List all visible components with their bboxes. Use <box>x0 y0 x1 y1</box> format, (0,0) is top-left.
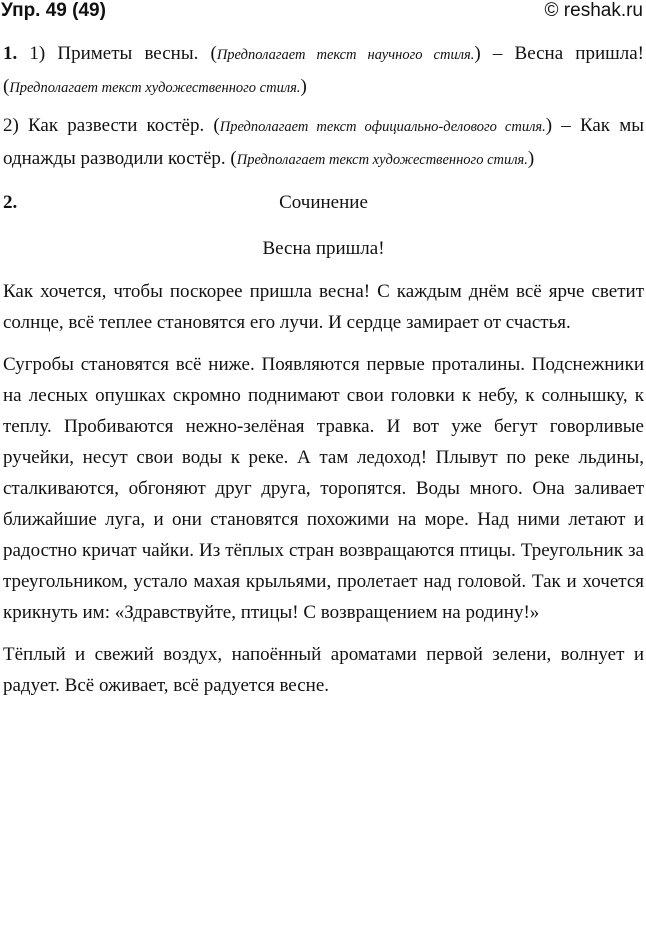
item-1-text: 1) Приметы весны. ( <box>17 43 217 64</box>
page-header <box>0 0 646 26</box>
essay-title: Весна пришла! <box>262 238 385 259</box>
task-2-number: 2. <box>3 192 18 213</box>
item-1-note-1: Предполагает текст научного стиля. <box>216 47 475 63</box>
exercise-title: Упр. 49 (49) <box>1 0 106 21</box>
item-2-end: ) <box>527 148 535 169</box>
item-1-mid: ) – Весна пришла! ( <box>3 43 644 97</box>
item-1-note-2: Предполагает текст художественного стиля. <box>9 80 301 96</box>
item-1-end: ) <box>300 76 307 97</box>
task-2-heading-row <box>3 187 644 218</box>
item-2-note-2: Предполагает текст художественного стиля. <box>236 152 528 168</box>
site-credit: © reshak.ru <box>544 0 643 21</box>
item-2-mid: ) – Как мы однажды разводили костёр. ( <box>3 115 645 169</box>
essay-paragraph-2: Сугробы становятся всё ниже. Появляются первые проталины. Подснежники на лесных опушках скромно поднимают свои головки к небу, к солнышку, к теплу. Пробиваются нежно-зелёная травка. И вот уже бегут говорливые ручейки, несут свои воды к реке. А там ледоход! Плывут по реке льдины, сталкиваются, обгоняют друг друга, торопятся. Воды много. Она заливает ближайшие луга, и они становятся похожими на море. Над ними летают и радостно кричат чайки. Из тёплых стран возвращаются птицы. Треугольник за треугольником, устало махая крыльями, пролетает над головой. Так и хочется крикнуть им: «Здравствуйте, птицы! С возвращением на родину!» <box>3 354 644 623</box>
task-1-item-1 <box>3 38 644 104</box>
task-1-number: 1. <box>3 43 18 64</box>
essay-paragraph-1: Как хочется, чтобы поскорее пришла весна! С каждым днём всё ярче светит солнце, всё теплее становятся его лучи. И сердце замирает от счастья. <box>3 281 644 333</box>
essay-paragraph-3: Тёплый и свежий воздух, напоённый ароматами первой зелени, волнует и радует. Всё оживает, всё радуется весне. <box>3 644 644 696</box>
document-body <box>3 38 644 712</box>
essay-heading: Сочинение <box>279 192 368 213</box>
item-2-text: 2) Как развести костёр. ( <box>3 115 220 136</box>
item-2-note-1: Предполагает текст официально-делового стиля. <box>219 119 546 135</box>
task-1-item-2 <box>3 110 644 176</box>
